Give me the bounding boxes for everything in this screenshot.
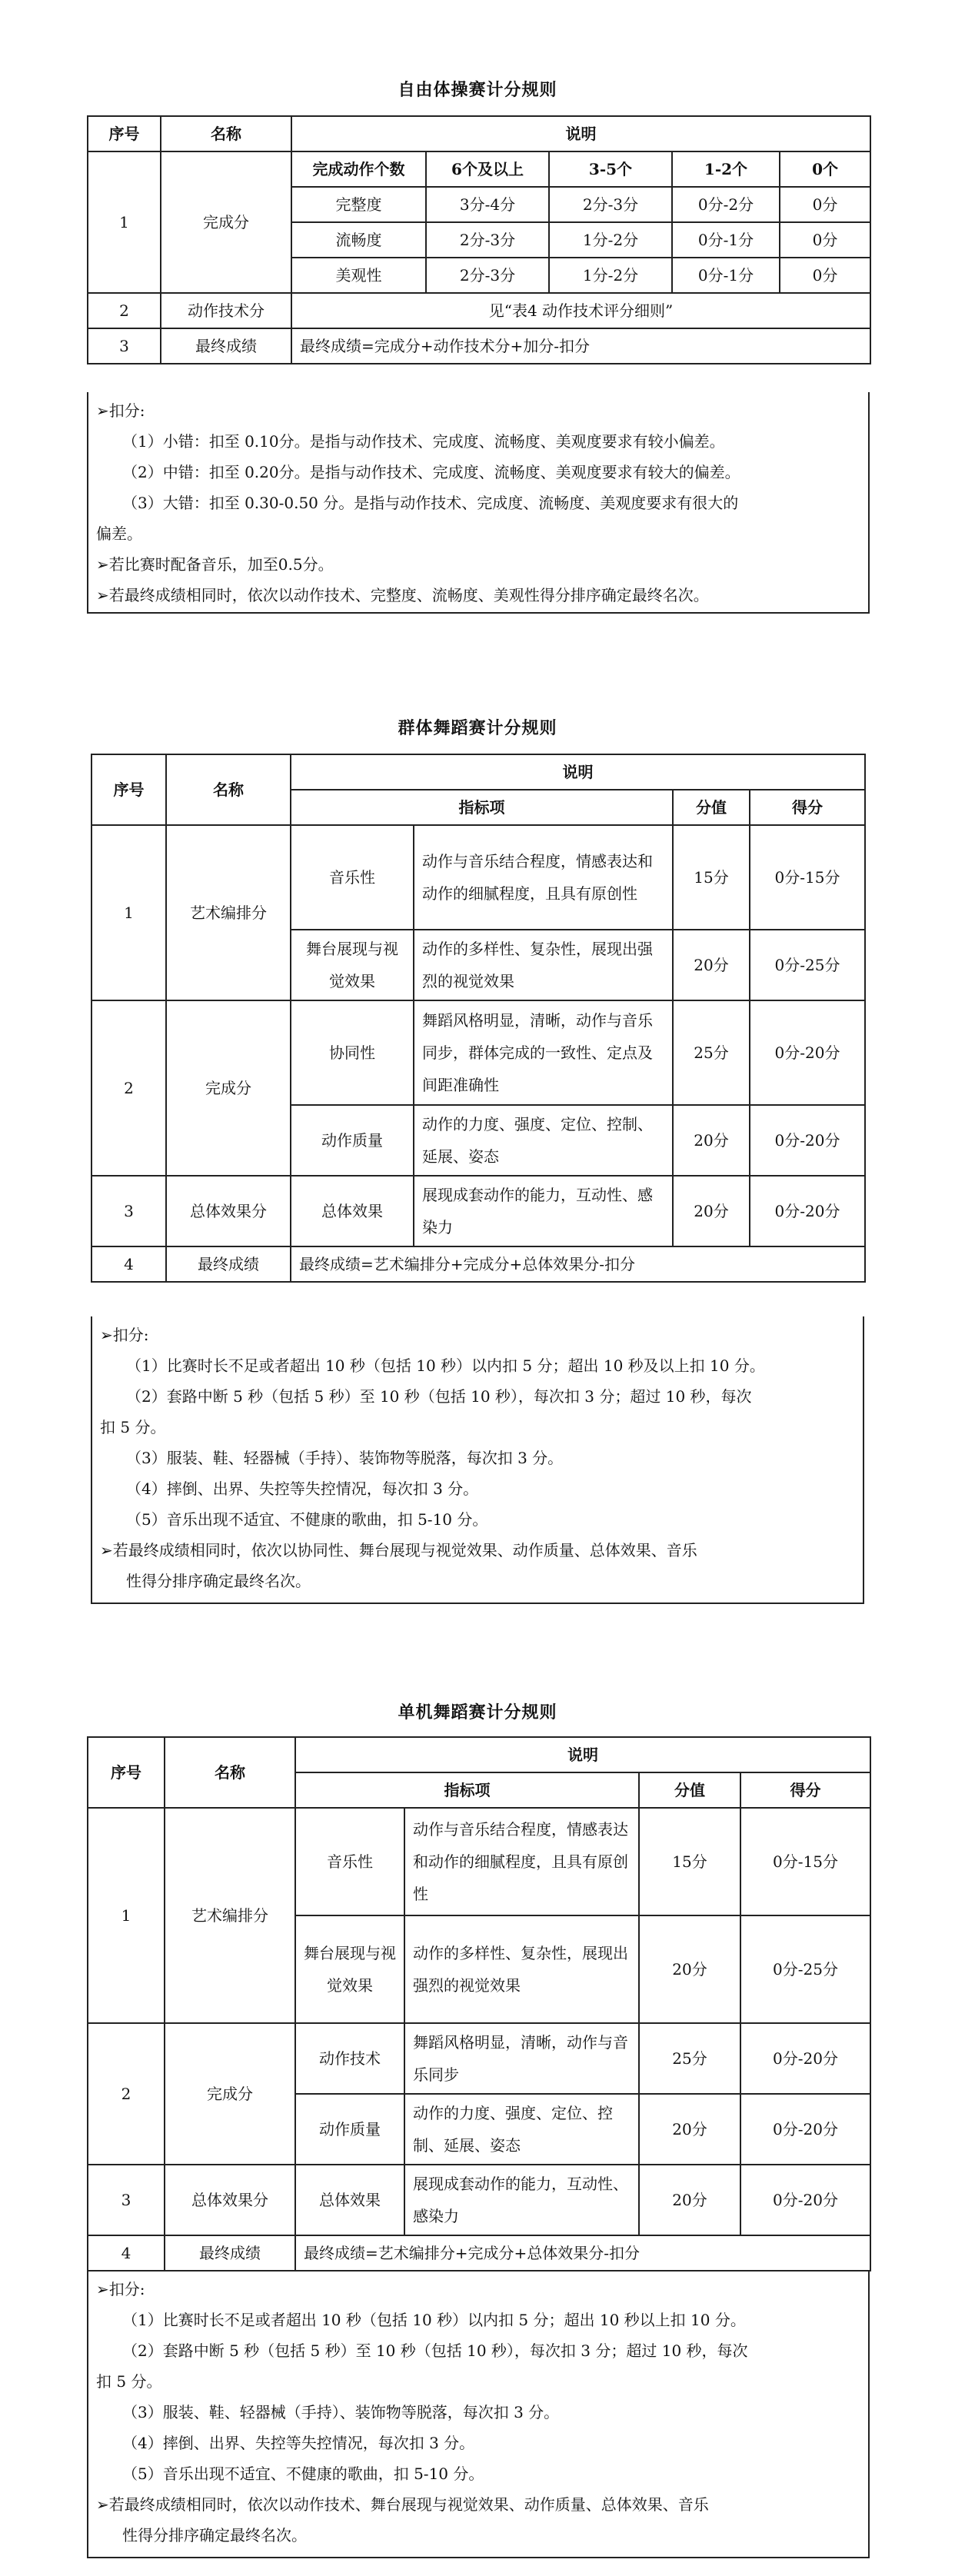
- col-header-score: 得分: [750, 790, 865, 825]
- sub-header: 完成动作个数: [291, 151, 426, 187]
- cell: 总体效果: [295, 2165, 404, 2235]
- cell: 动作的多样性、复杂性，展现出强烈的视觉效果: [404, 1915, 639, 2023]
- cell: 见“表4 动作技术评分细则”: [291, 293, 870, 328]
- table3-notes: [87, 2271, 870, 2558]
- note-line: 扣 5 分。: [100, 1418, 166, 1436]
- note-line: ➢ 扣分:: [96, 395, 860, 426]
- cell: 0分-25分: [750, 930, 865, 1000]
- group-no: 1: [88, 1808, 165, 2023]
- cell: 0分-1分: [672, 222, 780, 258]
- cell: 2分-3分: [549, 187, 672, 222]
- group-name: 完成分: [165, 2023, 295, 2165]
- table2-title: 群体舞蹈赛计分规则: [398, 718, 557, 738]
- group-no: 3: [92, 1176, 166, 1246]
- table2-notes: [91, 1316, 864, 1604]
- cell: 2: [88, 293, 161, 328]
- sub-header: 6个及以上: [426, 151, 549, 187]
- note-line: ➢ 扣分:: [100, 1320, 855, 1350]
- cell: 动作与音乐结合程度，情感表达和动作的细腻程度，且具有原创性: [404, 1808, 639, 1915]
- col-header-desc: 说明: [291, 116, 870, 151]
- row1-no: 1: [88, 151, 161, 293]
- cell: 动作质量: [295, 2094, 404, 2165]
- col-header-value: 分值: [639, 1772, 740, 1808]
- cell: 0分: [780, 187, 870, 222]
- cell: 0分-20分: [750, 1105, 865, 1176]
- cell: 动作与音乐结合程度，情感表达和动作的细腻程度，且具有原创性: [414, 825, 673, 930]
- cell: 0分-20分: [750, 1176, 865, 1246]
- cell: 25分: [673, 1000, 750, 1105]
- cell: 最终成绩=完成分+动作技术分+加分-扣分: [291, 328, 870, 364]
- cell: 最终成绩=艺术编排分+完成分+总体效果分-扣分: [295, 2235, 870, 2271]
- cell: 展现成套动作的能力，互动性、感染力: [404, 2165, 639, 2235]
- cell: 动作质量: [291, 1105, 414, 1176]
- cell: 完整度: [291, 187, 426, 222]
- col-header-index: 指标项: [295, 1772, 639, 1808]
- note-line: ➢ 扣分:: [96, 2274, 860, 2305]
- note-line: （4）摔倒、出界、失控等失控情况，每次扣 3 分。: [122, 2434, 475, 2452]
- cell: 0分-20分: [740, 2023, 870, 2094]
- cell: 动作技术分: [161, 293, 291, 328]
- cell: 舞蹈风格明显，清晰，动作与音乐同步，群体完成的一致性、定点及间距准确性: [414, 1000, 673, 1105]
- group-name: 艺术编排分: [166, 825, 291, 1000]
- group-no: 1: [92, 825, 166, 1000]
- note-line: （3）服装、鞋、轻器械（手持）、装饰物等脱落，每次扣 3 分。: [122, 2403, 560, 2421]
- group-name: 艺术编排分: [165, 1808, 295, 2023]
- cell: 2分-3分: [426, 222, 549, 258]
- cell: 总体效果: [291, 1176, 414, 1246]
- cell: 0分-15分: [750, 825, 865, 930]
- cell: 音乐性: [291, 825, 414, 930]
- cell: 0分-20分: [740, 2094, 870, 2165]
- note-line: （3）大错：扣至 0.30-0.50 分。是指与动作技术、完成度、流畅度、美观度要求有很大的: [122, 494, 739, 512]
- table-row: [88, 293, 870, 328]
- col-header-score: 得分: [740, 1772, 870, 1808]
- cell: 动作的力度、强度、定位、控制、延展、姿态: [404, 2094, 639, 2165]
- cell: 音乐性: [295, 1808, 404, 1915]
- cell: 20分: [639, 1915, 740, 2023]
- cell: 4: [92, 1246, 166, 1282]
- cell: 最终成绩=艺术编排分+完成分+总体效果分-扣分: [291, 1246, 865, 1282]
- cell: 0分: [780, 222, 870, 258]
- cell: 美观性: [291, 258, 426, 293]
- cell: 最终成绩: [166, 1246, 291, 1282]
- note-line: 偏差。: [96, 524, 142, 543]
- cell: 20分: [673, 1176, 750, 1246]
- col-header-name: 名称: [165, 1737, 295, 1808]
- table-row: [88, 328, 870, 364]
- note-line: （5）音乐出现不适宜、不健康的歌曲，扣 5-10 分。: [126, 1510, 488, 1529]
- solo-dance-table: [87, 1736, 871, 2271]
- sub-header: 1-2个: [672, 151, 780, 187]
- group-name: 完成分: [166, 1000, 291, 1176]
- note-line: 扣 5 分。: [96, 2372, 162, 2391]
- note-line: ➢ 若最终成绩相同时，依次以动作技术、完整度、流畅度、美观性得分排序确定最终名次。: [96, 580, 860, 611]
- group-name: 总体效果分: [165, 2165, 295, 2235]
- note-line: ➢ 若最终成绩相同时，依次以协同性、舞台展现与视觉效果、动作质量、总体效果、音乐: [100, 1535, 855, 1566]
- cell: 0分: [780, 258, 870, 293]
- note-line: ➢ 若最终成绩相同时，依次以动作技术、舞台展现与视觉效果、动作质量、总体效果、音乐: [96, 2489, 860, 2520]
- cell: 20分: [639, 2094, 740, 2165]
- note-line: 性得分排序确定最终名次。: [122, 2526, 307, 2544]
- cell: 舞蹈风格明显，清晰，动作与音乐同步: [404, 2023, 639, 2094]
- cell: 20分: [673, 1105, 750, 1176]
- cell: 2分-3分: [426, 258, 549, 293]
- note-line: （1）小错：扣至 0.10分。是指与动作技术、完成度、流畅度、美观度要求有较小偏差。: [122, 432, 725, 451]
- sub-header: 0个: [780, 151, 870, 187]
- cell: 15分: [639, 1808, 740, 1915]
- note-line: （1）比赛时长不足或者超出 10 秒（包括 10 秒）以内扣 5 分；超出 10 秒以上扣 10 分。: [122, 2311, 746, 2329]
- note-line: （1）比赛时长不足或者超出 10 秒（包括 10 秒）以内扣 5 分；超出 10 秒及以上扣 10 分。: [126, 1356, 765, 1375]
- table3-title: 单机舞蹈赛计分规则: [398, 1702, 557, 1722]
- col-header-desc: 说明: [295, 1737, 870, 1772]
- cell: 展现成套动作的能力，互动性、感染力: [414, 1176, 673, 1246]
- free-exercise-table: [87, 115, 871, 364]
- cell: 1分-2分: [549, 222, 672, 258]
- cell: 0分-20分: [750, 1000, 865, 1105]
- col-header-no: 序号: [92, 754, 166, 825]
- cell: 0分-25分: [740, 1915, 870, 2023]
- table1-title: 自由体操赛计分规则: [398, 80, 557, 100]
- note-line: （2）套路中断 5 秒（包括 5 秒）至 10 秒（包括 10 秒），每次扣 3 分；超过 10 秒，每次: [122, 2341, 748, 2360]
- note-line: （5）音乐出现不适宜、不健康的歌曲，扣 5-10 分。: [122, 2465, 484, 2483]
- cell: 动作技术: [295, 2023, 404, 2094]
- note-line: （3）服装、鞋、轻器械（手持）、装饰物等脱落，每次扣 3 分。: [126, 1449, 564, 1467]
- col-header-value: 分值: [673, 790, 750, 825]
- cell: 最终成绩: [165, 2235, 295, 2271]
- col-header-desc: 说明: [291, 754, 865, 790]
- note-line: （2）套路中断 5 秒（包括 5 秒）至 10 秒（包括 10 秒），每次扣 3 分；超过 10 秒，每次: [126, 1387, 752, 1406]
- col-header-name: 名称: [161, 116, 291, 151]
- cell: 最终成绩: [161, 328, 291, 364]
- cell: 25分: [639, 2023, 740, 2094]
- cell: 0分-15分: [740, 1808, 870, 1915]
- group-no: 2: [88, 2023, 165, 2165]
- cell: 舞台展现与视觉效果: [295, 1915, 404, 2023]
- col-header-name: 名称: [166, 754, 291, 825]
- note-line: ➢ 若比赛时配备音乐，加至0.5分。: [96, 549, 860, 580]
- note-line: （4）摔倒、出界、失控等失控情况，每次扣 3 分。: [126, 1479, 479, 1498]
- cell: 3分-4分: [426, 187, 549, 222]
- cell: 3: [88, 328, 161, 364]
- col-header-index: 指标项: [291, 790, 673, 825]
- cell: 动作的力度、强度、定位、控制、延展、姿态: [414, 1105, 673, 1176]
- cell: 15分: [673, 825, 750, 930]
- row1-name: 完成分: [161, 151, 291, 293]
- sub-header: 3-5个: [549, 151, 672, 187]
- cell: 协同性: [291, 1000, 414, 1105]
- cell: 流畅度: [291, 222, 426, 258]
- group-dance-table: [91, 754, 866, 1283]
- cell: 20分: [639, 2165, 740, 2235]
- group-name: 总体效果分: [166, 1176, 291, 1246]
- cell: 舞台展现与视觉效果: [291, 930, 414, 1000]
- col-header-no: 序号: [88, 1737, 165, 1808]
- cell: 0分-2分: [672, 187, 780, 222]
- note-line: 性得分排序确定最终名次。: [126, 1572, 311, 1590]
- cell: 1分-2分: [549, 258, 672, 293]
- group-no: 2: [92, 1000, 166, 1176]
- cell: 0分-20分: [740, 2165, 870, 2235]
- col-header-no: 序号: [88, 116, 161, 151]
- cell: 0分-1分: [672, 258, 780, 293]
- cell: 动作的多样性、复杂性，展现出强烈的视觉效果: [414, 930, 673, 1000]
- cell: 4: [88, 2235, 165, 2271]
- group-no: 3: [88, 2165, 165, 2235]
- table1-notes: [87, 392, 870, 614]
- cell: 20分: [673, 930, 750, 1000]
- note-line: （2）中错：扣至 0.20分。是指与动作技术、完成度、流畅度、美观度要求有较大的偏差。: [122, 463, 740, 481]
